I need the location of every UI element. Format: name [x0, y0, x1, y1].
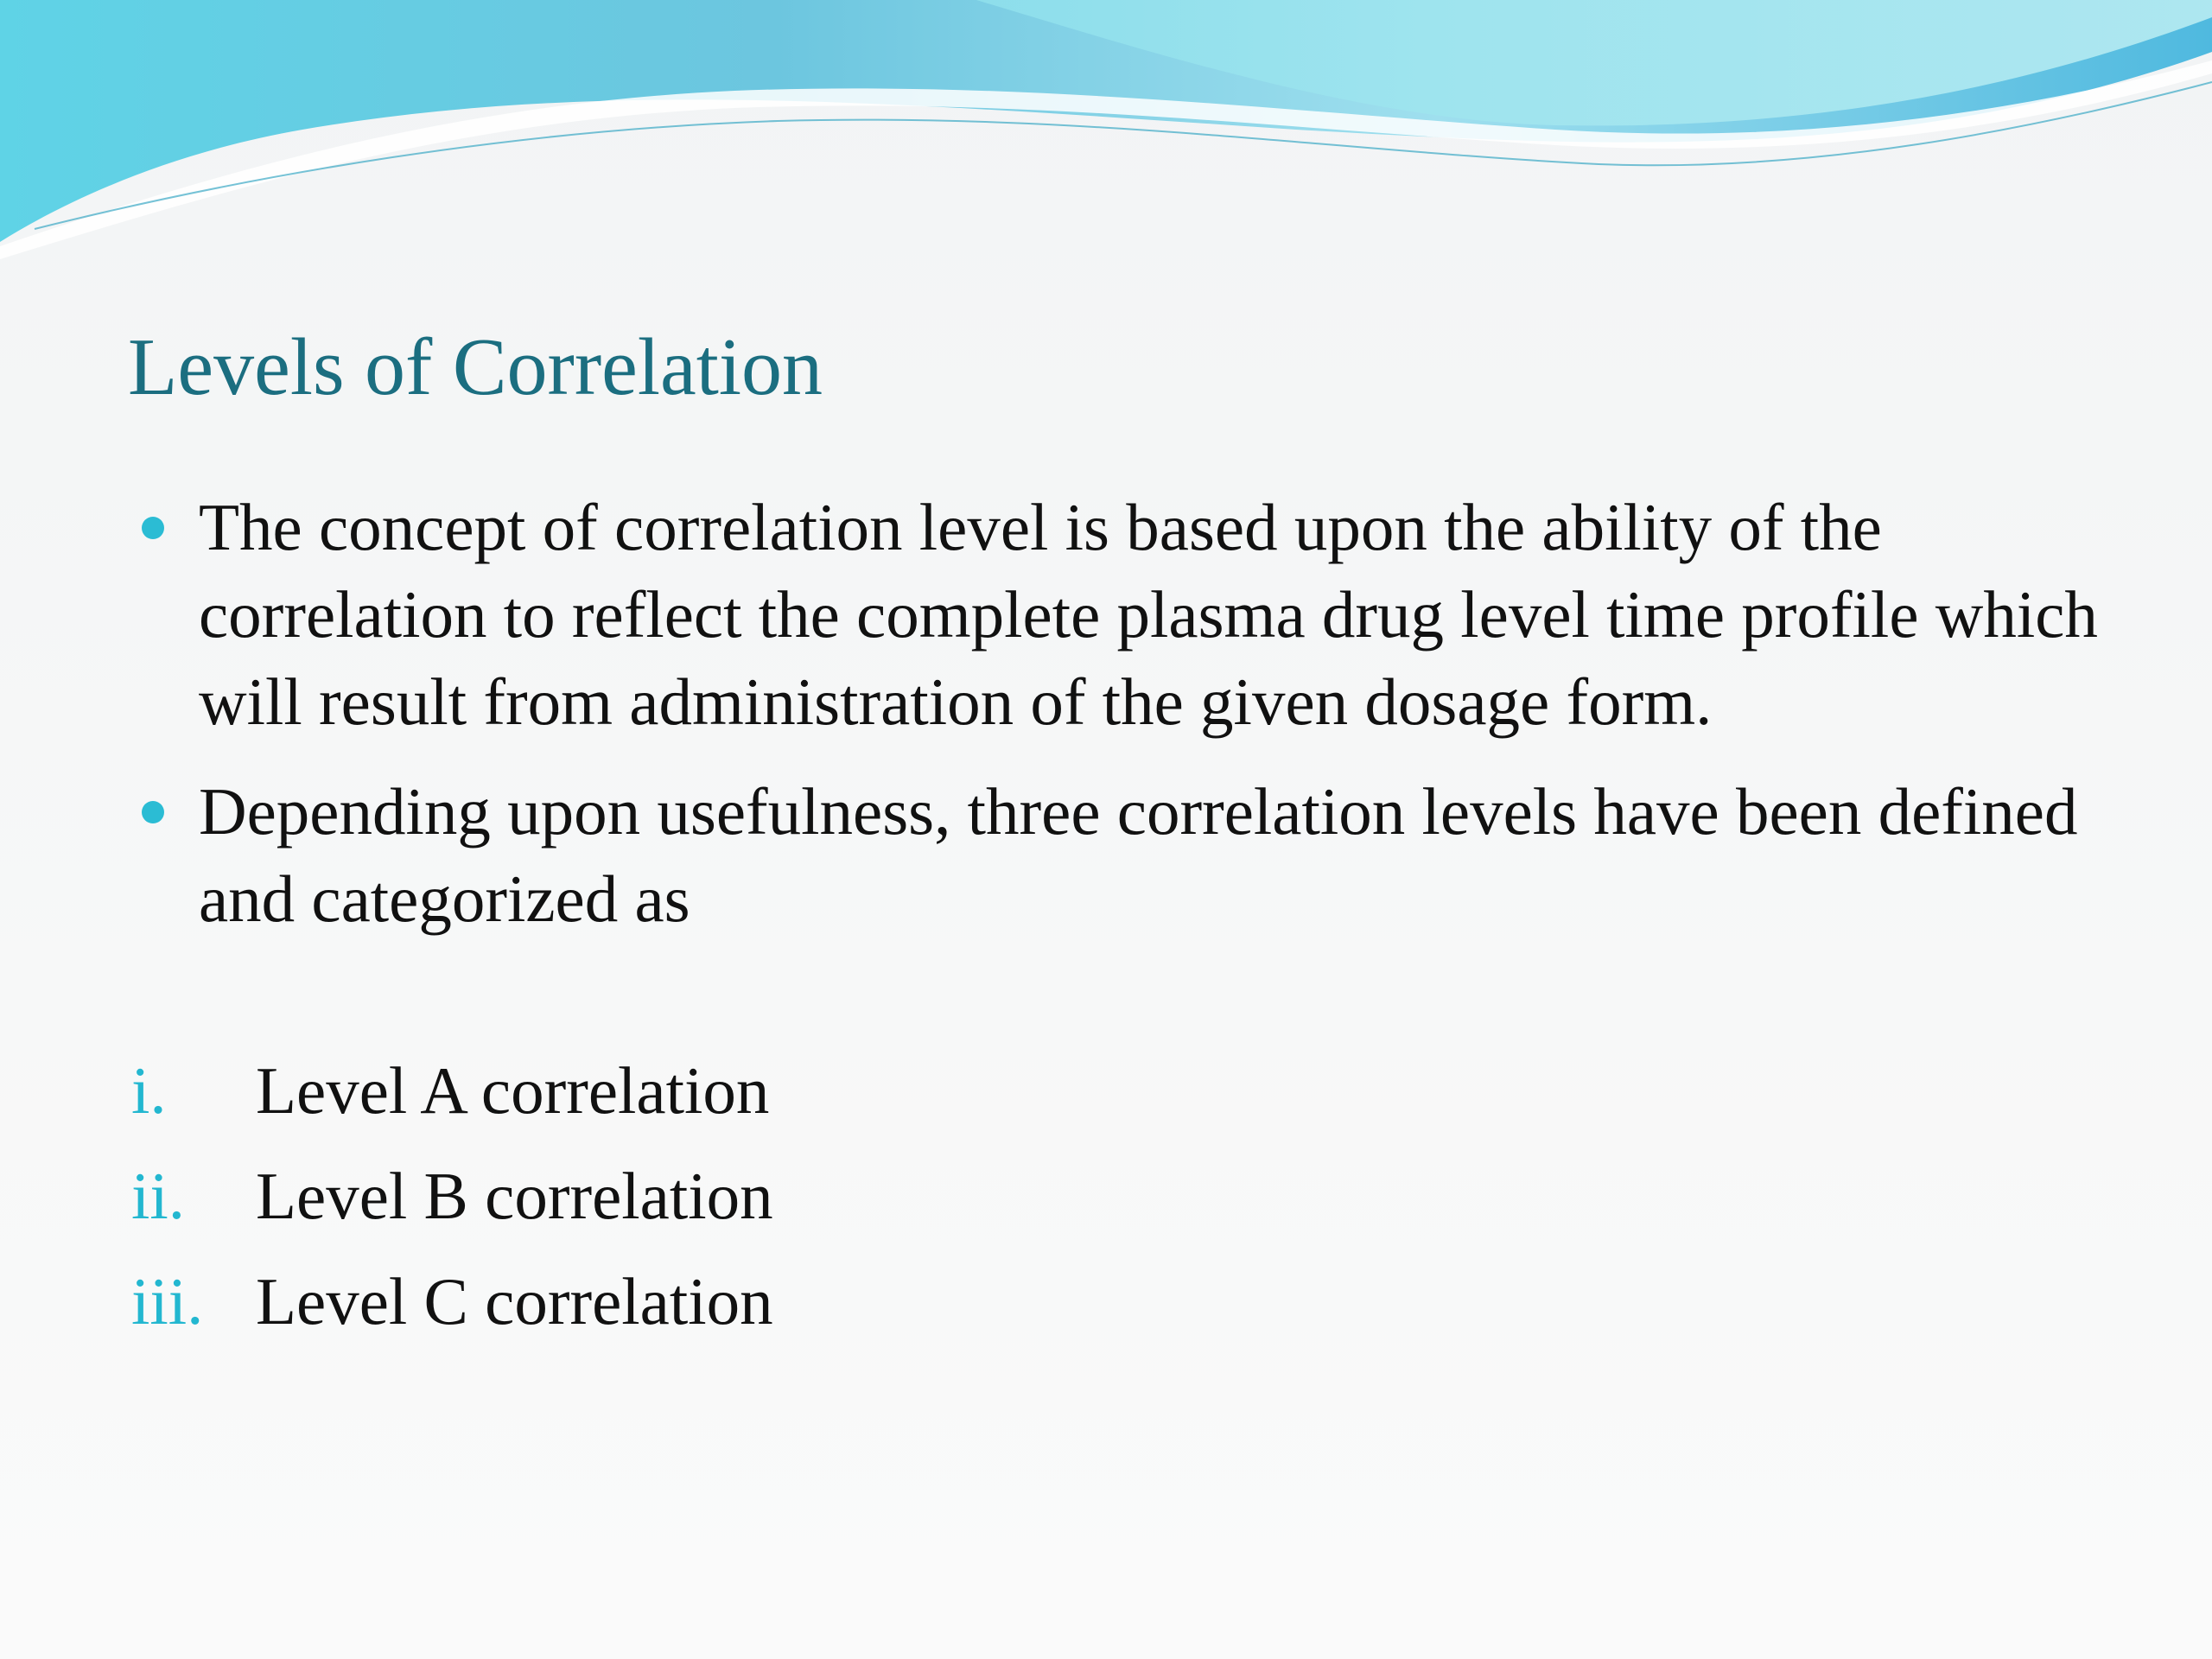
bullet-text: Depending upon usefulness, three correlation levels have been defined and categorized as — [199, 774, 2078, 936]
list-marker: ii. — [131, 1159, 186, 1233]
list-item-level-c — [0, 1258, 2212, 1363]
bullet-dot-icon — [142, 517, 164, 539]
list-item-level-b — [0, 1153, 2212, 1258]
slide-title: Levels of Correlation — [128, 322, 823, 412]
bullet-list — [0, 484, 2212, 943]
bullet-text: The concept of correlation level is based upon the ability of the correlation to reflect the complete plasma drug level time profile which will result from administration of the given dosage form. — [199, 490, 2098, 739]
list-item-text: Level A correlation — [256, 1053, 770, 1128]
bullet-item-concept — [0, 484, 2100, 746]
list-item-level-a — [0, 1047, 2212, 1153]
list-item-text: Level B correlation — [256, 1159, 773, 1233]
list-item-text: Level C correlation — [256, 1264, 773, 1338]
header-wave-decoration — [0, 0, 2212, 259]
bullet-dot-icon — [142, 801, 164, 823]
list-marker: iii. — [131, 1264, 204, 1338]
list-marker: i. — [131, 1053, 167, 1128]
bullet-item-levels — [0, 768, 2100, 943]
correlation-levels-list — [0, 1047, 2212, 1363]
